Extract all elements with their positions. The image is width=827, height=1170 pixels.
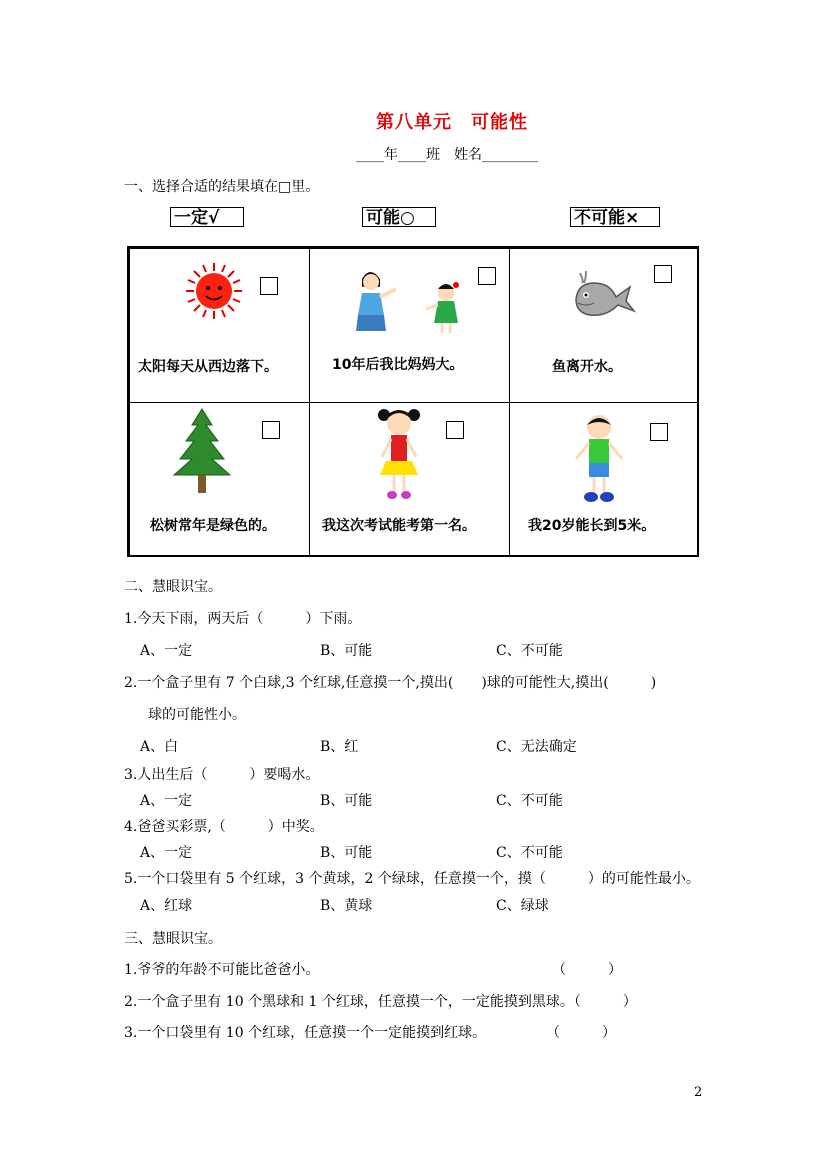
checkmark-icon: √ bbox=[208, 208, 220, 228]
cell-caption: 太阳每天从西边落下。 bbox=[138, 359, 278, 375]
mother-daughter-icon bbox=[348, 265, 474, 335]
question-3: 3.人出生后（ ）要喝水。 bbox=[124, 767, 320, 783]
grid-cell bbox=[129, 248, 310, 403]
section3-heading: 三、慧眼识宝。 bbox=[124, 931, 222, 947]
cell-caption: 我这次考试能考第一名。 bbox=[322, 518, 476, 534]
cell-caption: 鱼离开水。 bbox=[552, 359, 622, 375]
legend-certain bbox=[170, 207, 244, 227]
option-b: B、可能 bbox=[320, 845, 373, 861]
cell-caption: 10年后我比妈妈大。 bbox=[332, 357, 464, 373]
answer-paren[interactable]: （ ） bbox=[552, 962, 622, 978]
whale-icon bbox=[572, 269, 638, 319]
girl-icon bbox=[374, 405, 424, 501]
section2-heading: 二、慧眼识宝。 bbox=[124, 579, 222, 595]
question-2-continued: 球的可能性小。 bbox=[148, 707, 246, 723]
legend-label: 不可能 bbox=[574, 208, 625, 228]
option-b: B、红 bbox=[320, 739, 359, 755]
option-c: C、不可能 bbox=[496, 845, 563, 861]
answer-box[interactable] bbox=[262, 421, 280, 439]
legend-label: 一定 bbox=[174, 208, 208, 228]
cell-caption: 松树常年是绿色的。 bbox=[150, 518, 276, 534]
question-2: 2.一个盒子里有 7 个白球,3 个红球,任意摸一个,摸出( )球的可能性大,摸出( ) bbox=[124, 675, 657, 691]
grid-cell bbox=[309, 402, 510, 557]
grid-cell bbox=[509, 248, 699, 403]
answer-box[interactable] bbox=[650, 423, 668, 441]
name-class-line: ____年____班 姓名________ bbox=[356, 147, 538, 163]
boy-icon bbox=[568, 411, 630, 507]
answer-paren[interactable]: （ ） bbox=[546, 1025, 616, 1041]
option-c: C、不可能 bbox=[496, 793, 563, 809]
pine-tree-icon bbox=[172, 407, 232, 493]
page-number: 2 bbox=[694, 1085, 703, 1100]
sun-icon bbox=[184, 261, 244, 321]
circle-icon: ○ bbox=[400, 208, 415, 228]
section1-heading: 一、选择合适的结果填在□里。 bbox=[124, 179, 320, 195]
page-title: 第八单元 可能性 bbox=[376, 112, 528, 133]
question-4: 4.爸爸买彩票,（ ）中奖。 bbox=[124, 819, 324, 835]
legend-label: 可能 bbox=[366, 208, 400, 228]
answer-box[interactable] bbox=[654, 265, 672, 283]
option-b: B、可能 bbox=[320, 793, 373, 809]
option-b: B、可能 bbox=[320, 643, 373, 659]
option-a: A、一定 bbox=[140, 845, 193, 861]
question-5: 5.一个口袋里有 5 个红球，3 个黄球，2 个绿球，任意摸一个，摸（ ）的可能性最小。 bbox=[124, 871, 700, 887]
judge-item-2: 2.一个盒子里有 10 个黑球和 1 个红球，任意摸一个，一定能摸到黑球。（ ） bbox=[124, 994, 637, 1010]
option-c: C、不可能 bbox=[496, 643, 563, 659]
question-1: 1.今天下雨，两天后（ ）下雨。 bbox=[124, 611, 362, 627]
grid-cell bbox=[509, 402, 699, 557]
option-c: C、无法确定 bbox=[496, 739, 577, 755]
judge-item-1: 1.爷爷的年龄不可能比爸爸小。 bbox=[124, 962, 320, 978]
option-a: A、一定 bbox=[140, 643, 193, 659]
answer-box[interactable] bbox=[478, 267, 496, 285]
judge-item-3: 3.一个口袋里有 10 个红球，任意摸一个一定能摸到红球。 bbox=[124, 1025, 487, 1041]
cross-icon: × bbox=[625, 208, 640, 228]
grid-cell bbox=[129, 402, 310, 557]
legend-impossible bbox=[570, 207, 660, 227]
option-b: B、黄球 bbox=[320, 898, 373, 914]
legend-possible bbox=[362, 207, 436, 227]
option-c: C、绿球 bbox=[496, 898, 549, 914]
answer-box[interactable] bbox=[446, 421, 464, 439]
picture-grid bbox=[127, 246, 699, 557]
grid-cell bbox=[309, 248, 510, 403]
answer-box[interactable] bbox=[260, 277, 278, 295]
cell-caption: 我20岁能长到5米。 bbox=[528, 518, 656, 534]
option-a: A、一定 bbox=[140, 793, 193, 809]
option-a: A、白 bbox=[140, 739, 179, 755]
option-a: A、红球 bbox=[140, 898, 193, 914]
